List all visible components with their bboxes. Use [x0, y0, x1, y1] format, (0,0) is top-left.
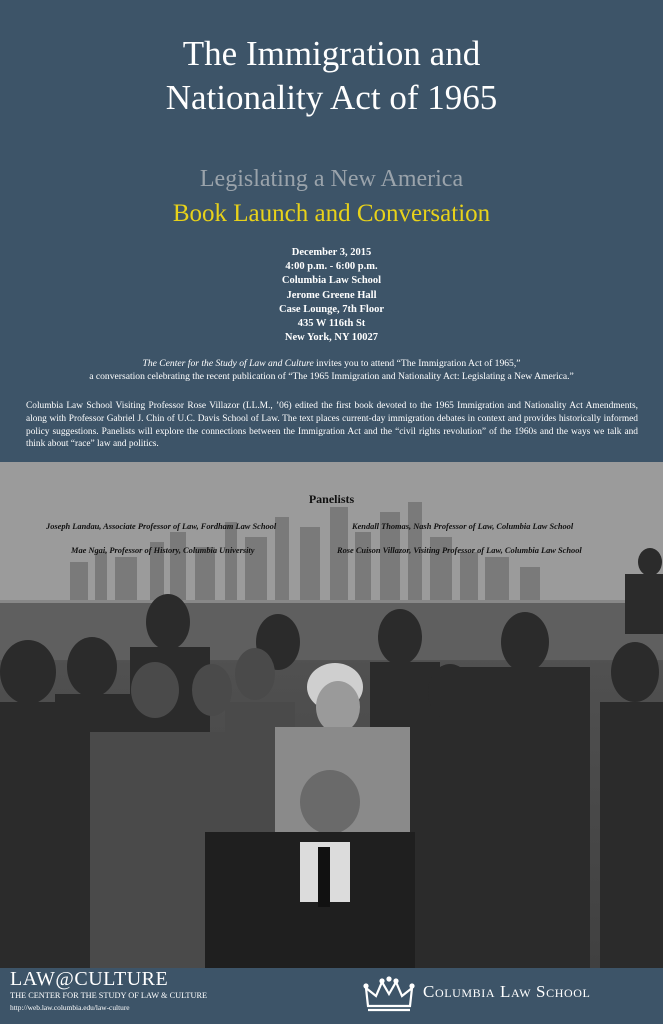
invite-line-2: a conversation celebrating the recent publication of “The 1965 Immigration and Nationality Act: Legislating a New America.” [89, 371, 574, 382]
center-full-name: THE CENTER FOR THE STUDY OF LAW & CULTURE [10, 991, 208, 1000]
title-line-2: Nationality Act of 1965 [165, 78, 498, 117]
panelist-3: Mae Ngai, Professor of History, Columbia University [71, 546, 255, 555]
event-time: 4:00 p.m. - 6:00 p.m. [285, 261, 378, 273]
panelist-1: Joseph Landau, Associate Professor of Law, Fordham Law School [46, 522, 277, 531]
center-url-link[interactable]: http://web.law.columbia.edu/law-culture [10, 1003, 130, 1012]
photo-illustration [0, 462, 663, 968]
event-venue: Columbia Law School [281, 275, 382, 287]
event-date: December 3, 2015 [291, 247, 372, 258]
panelist-4: Rose Cuison Villazor, Visiting Professor of Law, Columbia Law School [337, 546, 582, 555]
event-street: 435 W 116th St [297, 318, 366, 330]
panelist-2: Kendall Thomas, Nash Professor of Law, Columbia Law School [352, 522, 574, 531]
event-details [0, 246, 663, 345]
panelists-heading: Panelists [308, 492, 355, 506]
invitation-text [20, 357, 643, 383]
poster-subtitle: Legislating a New America [199, 166, 464, 192]
title-line-1: The Immigration and [182, 34, 481, 73]
columbia-law-school-name: Columbia Law School [423, 982, 591, 1001]
event-building: Jerome Greene Hall [286, 289, 377, 301]
event-room: Case Lounge, 7th Floor [279, 303, 384, 315]
invite-line-1: invites you to attend “The Immigration Act of 1965,” [313, 358, 521, 369]
event-city: New York, NY 10027 [284, 332, 379, 344]
historical-photo [0, 462, 663, 968]
event-name: Book Launch and Conversation [172, 200, 491, 227]
crown-icon [362, 976, 416, 1014]
poster-title [0, 32, 663, 120]
poster-footer [0, 968, 663, 1024]
law-culture-brand: LAW@CULTURE [10, 968, 169, 990]
center-name-italic: The Center for the Study of Law and Culture [142, 358, 314, 369]
event-description: Columbia Law School Visiting Professor Rose Villazor (LL.M., ’06) edited the first book devoted to the 1965 Immigration and Nationality Act Amendments, along with Professor Gabriel J. Chin of U.C. Davis School of Law. The text places current-day immigration debates in context and provides historically informed policy suggestions. Panelists will explore the connections between the Immigration Act and the “civil rights revolution” of the 1960s and the ways we talk and think about “race” law and politics. [26, 401, 638, 450]
